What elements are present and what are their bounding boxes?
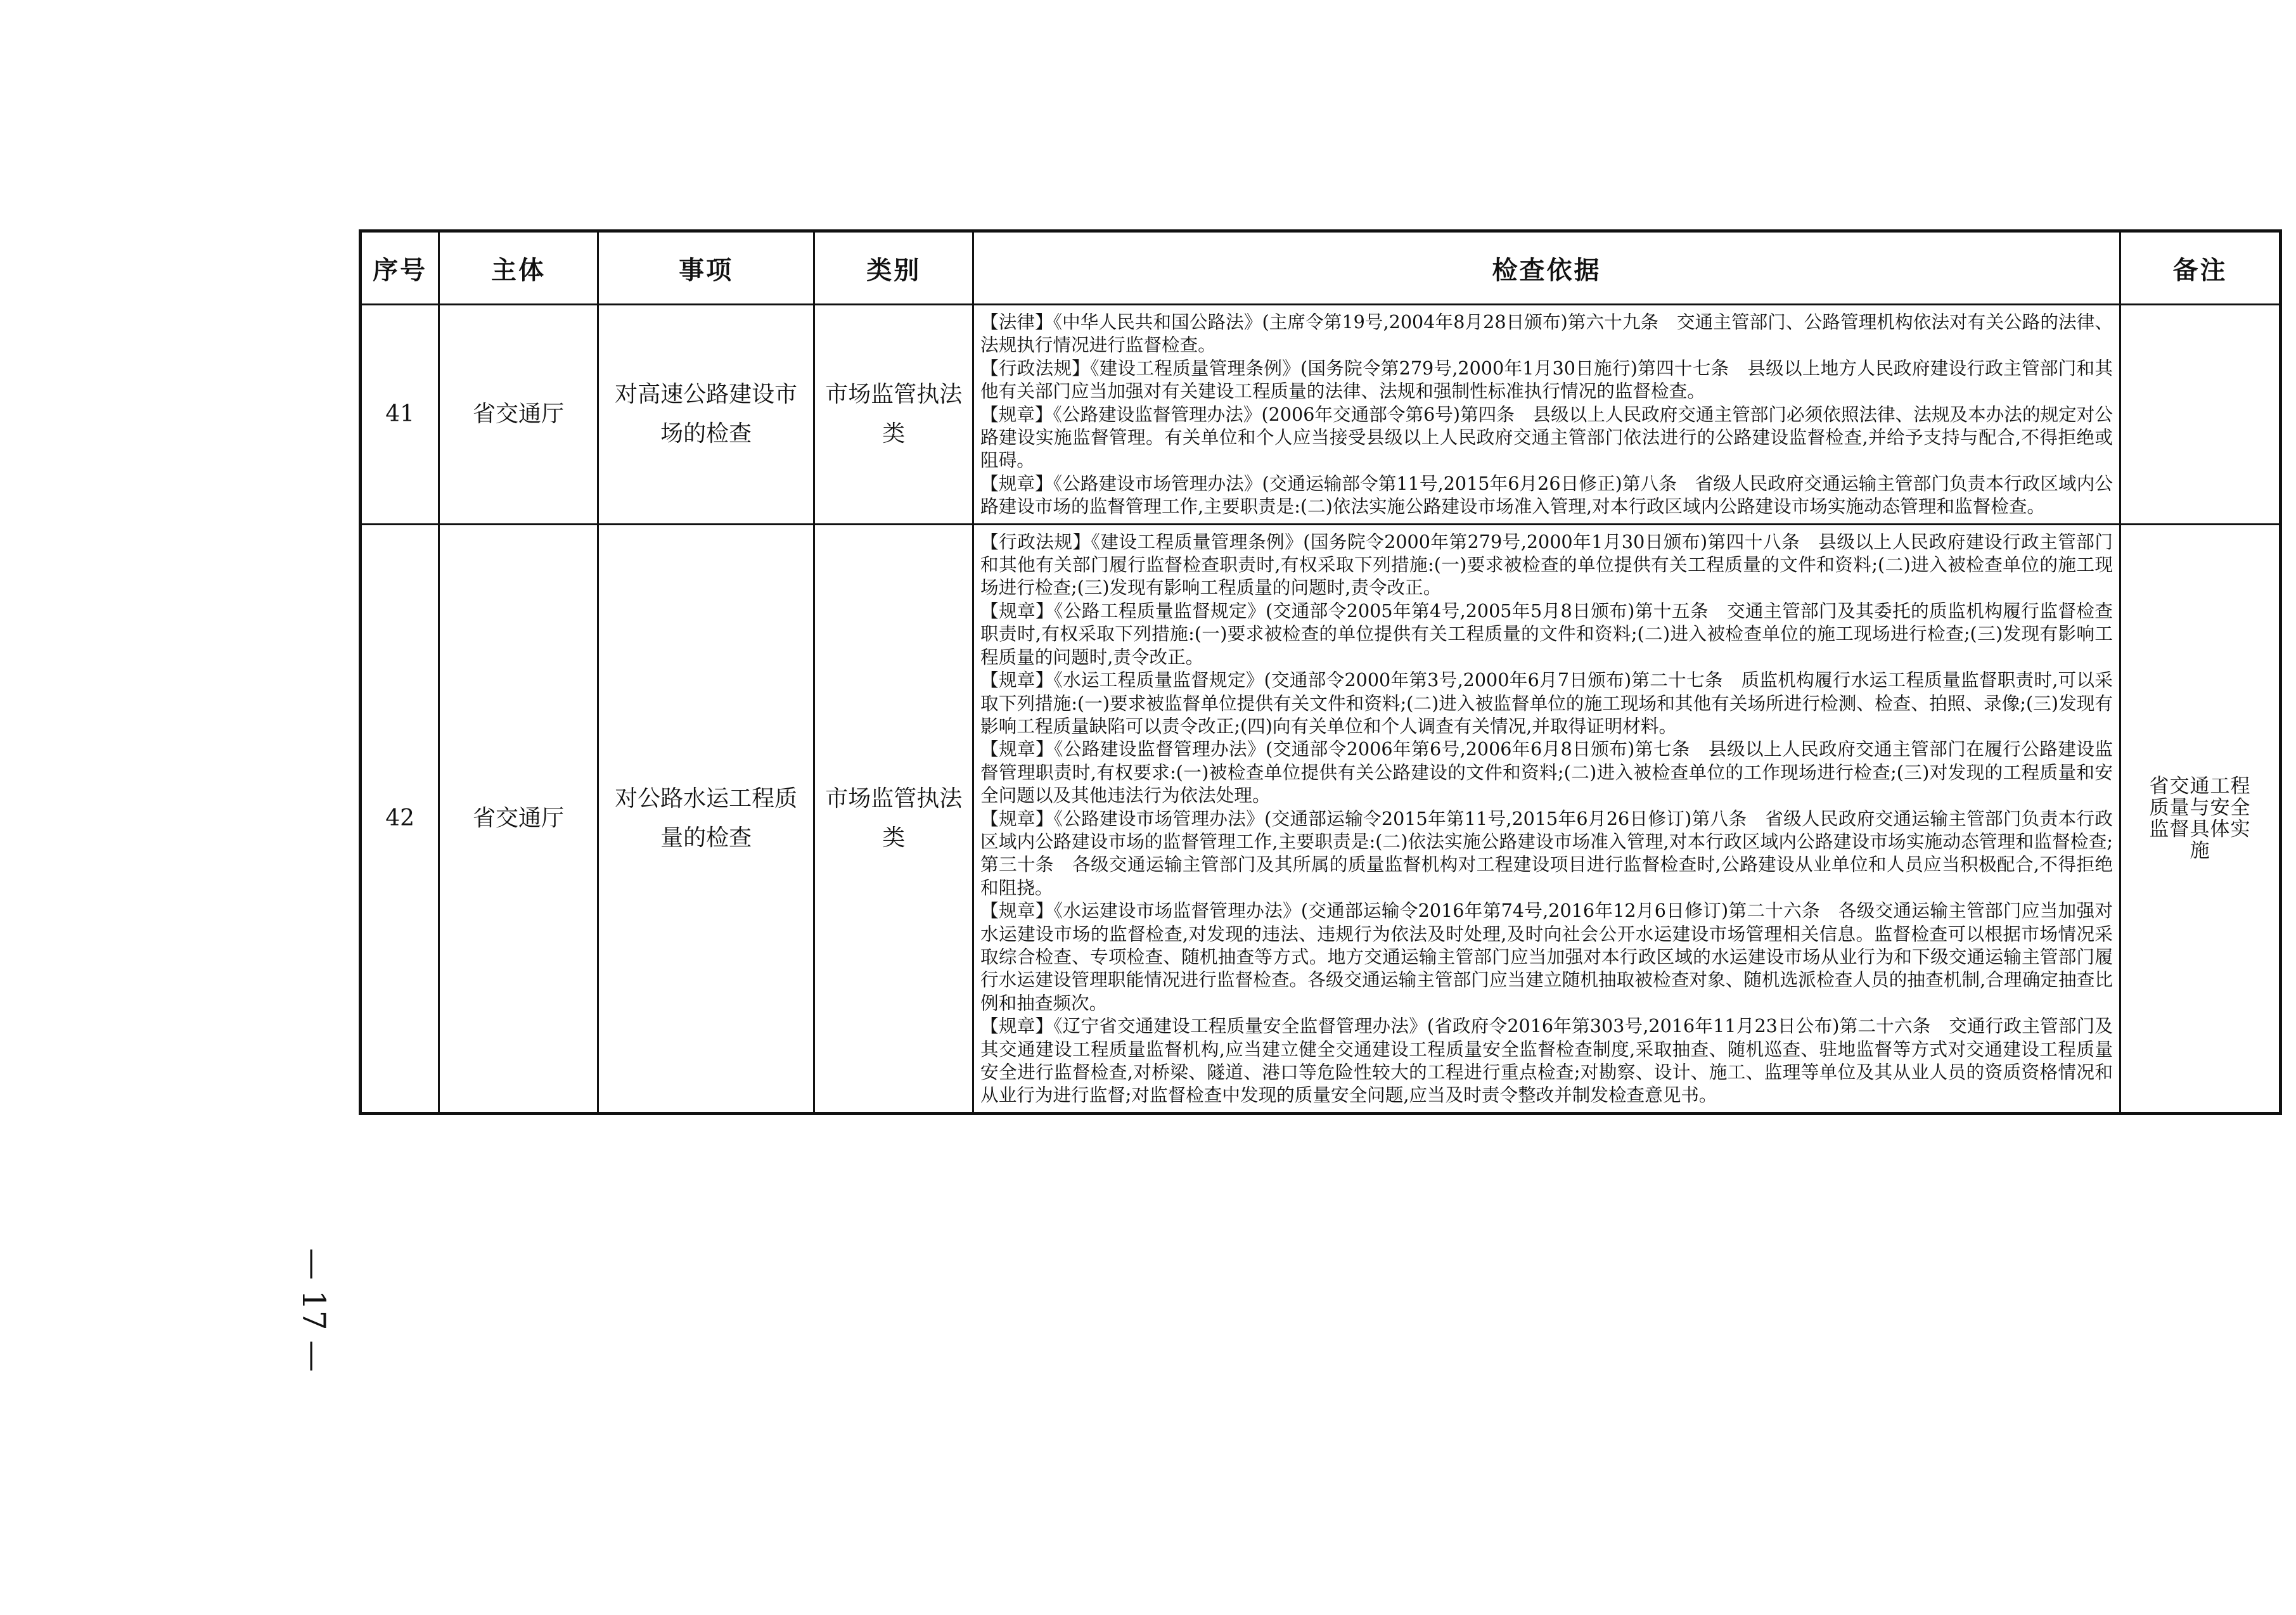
note-cell [2120,305,2280,525]
page-number: — 17 — [295,1248,332,1372]
inspection-table [359,229,2282,1115]
basis-paragraph: 【规章】《公路建设市场管理办法》(交通运输部令第11号,2015年6月26日修正)第八条 省级人民政府交通运输主管部门负责本行政区域内公路建设市场的监督管理工作,主要职责是:(二)依法实施公路建设市场准入管理,对本行政区域内公路建设市场实施动态管理和监督检查。 [980,472,2113,518]
header-row [361,231,2281,305]
header-category: 类别 [814,231,973,305]
matter-cell: 对公路水运工程质量的检查 [598,524,814,1113]
note-cell [2120,524,2280,1113]
header-basis: 检查依据 [973,231,2120,305]
basis-paragraph: 【规章】《水运工程质量监督规定》(交通部令2000年第3号,2000年6月7日颁布)第二十七条 质监机构履行水运工程质量监督职责时,可以采取下列措施:(一)要求被监督单位提供有关文件和资料;(二)进入被监督单位的施工现场和其他有关场所进行检测、检查、拍照、录像;(三)发现有影响工程质量缺陷可以责令改正;(四)向有关单位和个人调查有关情况,并取得证明材料。 [980,669,2113,737]
category-cell: 市场监管执法类 [814,305,973,525]
basis-cell [973,305,2120,525]
seq-cell: 41 [361,305,439,525]
note-text: 省交通工程质量与安全监督具体实施 [2149,774,2251,862]
basis-paragraph: 【规章】《公路工程质量监督规定》(交通部令2005年第4号,2005年5月8日颁布)第十五条 交通主管部门及其委托的质监机构履行监督检查职责时,有权采取下列措施:(一)要求被检查的单位提供有关工程质量的文件和资料;(二)进入被检查单位的施工现场进行检查;(三)发现有影响工程质量的问题时,责令改正。 [980,599,2113,668]
matter-cell: 对高速公路建设市场的检查 [598,305,814,525]
header-subject: 主体 [439,231,598,305]
basis-paragraph: 【规章】《公路建设监督管理办法》(交通部令2006年第6号,2006年6月8日颁布)第七条 县级以上人民政府交通主管部门在履行公路建设监督管理职责时,有权要求:(一)被检查单位提供有关公路建设的文件和资料;(二)进入被检查单位的工作现场进行检查;(三)对发现的工程质量和安全问题以及其他违法行为依法处理。 [980,738,2113,807]
seq-cell: 42 [361,524,439,1113]
header-matter: 事项 [598,231,814,305]
header-seq: 序号 [361,231,439,305]
basis-paragraph: 【规章】《水运建设市场监督管理办法》(交通部运输令2016年第74号,2016年12月6日修订)第二十六条 各级交通运输主管部门应当加强对水运建设市场的监督检查,对发现的违法、违规行为依法及时处理,及时向社会公开水运建设市场管理相关信息。监督检查可以根据市场情况采取综合检查、专项检查、随机抽查等方式。地方交通运输主管部门应当加强对本行政区域的水运建设市场从业行为和下级交通运输主管部门履行水运建设管理职能情况进行监督检查。各级交通运输主管部门应当建立随机抽取被检查对象、随机选派检查人员的抽查机制,合理确定抽查比例和抽查频次。 [980,900,2113,1014]
basis-paragraph: 【规章】《辽宁省交通建设工程质量安全监督管理办法》(省政府令2016年第303号,2016年11月23日公布)第二十六条 交通行政主管部门及其交通建设工程质量监督机构,应当建立健全交通建设工程质量安全监督检查制度,采取抽查、随机巡查、驻地监督等方式对交通建设工程质量安全进行监督检查,对桥梁、隧道、港口等危险性较大的工程进行重点检查;对勘察、设计、施工、监理等单位及其从业人员的资质资格情况和从业行为进行监督;对监督检查中发现的质量安全问题,应当及时责令整改并制发检查意见书。 [980,1015,2113,1106]
basis-paragraph: 【行政法规】《建设工程质量管理条例》(国务院令2000年第279号,2000年1月30日颁布)第四十八条 县级以上人民政府建设行政主管部门和其他有关部门履行监督检查职责时,有权采取下列措施:(一)要求被检查的单位提供有关工程质量的文件和资料;(二)进入被检查单位的施工现场进行检查;(三)发现有影响工程质量的问题时,责令改正。 [980,530,2113,599]
basis-paragraph: 【规章】《公路建设市场管理办法》(交通部运输令2015年第11号,2015年6月26日修订)第八条 省级人民政府交通运输主管部门负责本行政区域内公路建设市场的监督管理工作,主要职责是:(二)依法实施公路建设市场准入管理,对本行政区域内公路建设市场实施动态管理和监督检查;第三十条 各级交通运输主管部门及其所属的质量监督机构对工程建设项目进行监督检查时,公路建设从业单位和人员应当积极配合,不得拒绝和阻挠。 [980,807,2113,898]
subject-cell: 省交通厅 [439,305,598,525]
basis-paragraph: 【规章】《公路建设监督管理办法》(2006年交通部令第6号)第四条 县级以上人民政府交通主管部门必须依照法律、法规及本办法的规定对公路建设实施监督管理。有关单位和个人应当接受县级以上人民政府交通主管部门依法进行的公路建设监督检查,并给予支持与配合,不得拒绝或阻碍。 [980,403,2113,471]
category-cell: 市场监管执法类 [814,524,973,1113]
subject-cell: 省交通厅 [439,524,598,1113]
basis-cell [973,524,2120,1113]
basis-paragraph: 【行政法规】《建设工程质量管理条例》(国务院令第279号,2000年1月30日施行)第四十七条 县级以上地方人民政府建设行政主管部门和其他有关部门应当加强对有关建设工程质量的法律、法规和强制性标准执行情况的监督检查。 [980,357,2113,402]
table-row [361,305,2281,525]
basis-paragraph: 【法律】《中华人民共和国公路法》(主席令第19号,2004年8月28日颁布)第六十九条 交通主管部门、公路管理机构依法对有关公路的法律、法规执行情况进行监督检查。 [980,311,2113,356]
header-note: 备注 [2120,231,2280,305]
table-row [361,524,2281,1113]
